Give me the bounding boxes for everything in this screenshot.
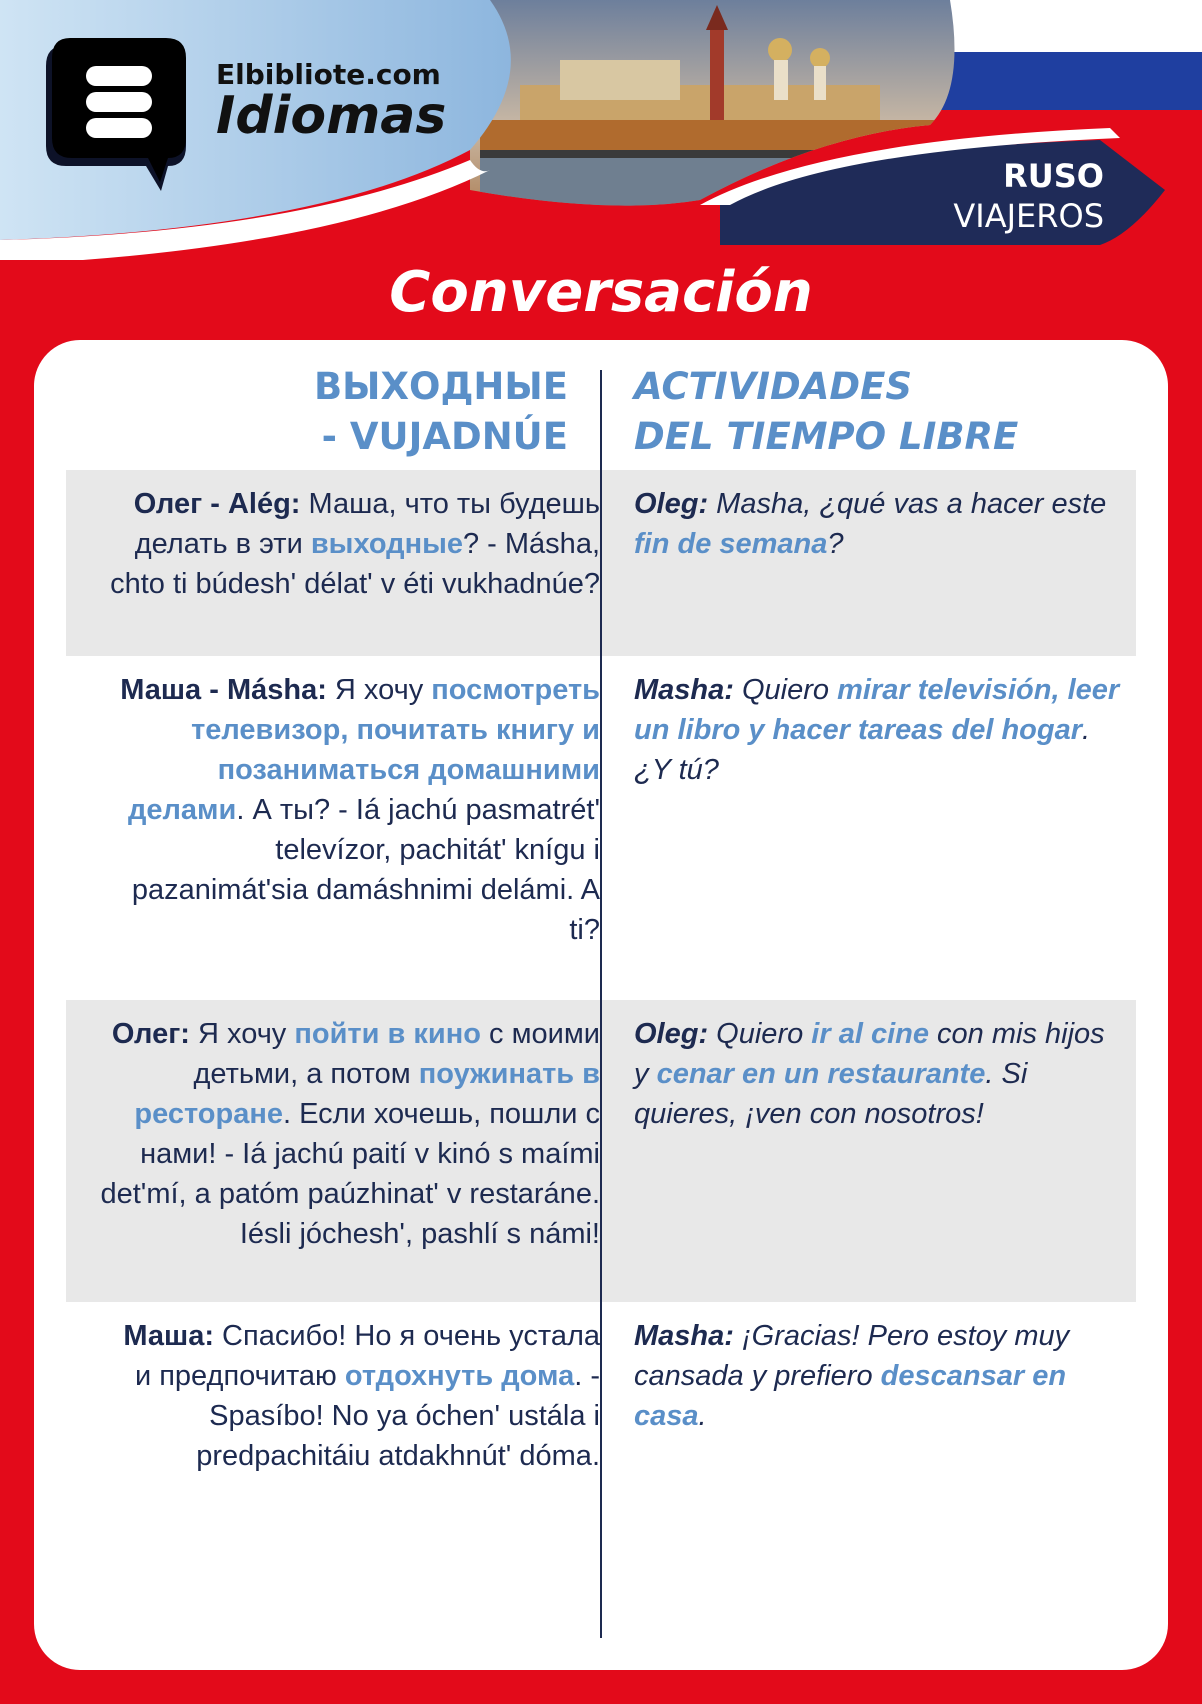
brand-name: Idiomas [216, 86, 447, 146]
russian-line [100, 1316, 600, 1476]
spanish-line [634, 484, 1124, 564]
text: Спасибо! Но я очень устала и предпочитаю [134, 1320, 600, 1392]
text: . - Spasíbo! No ya óchen' ustála i predpachitáiu atdakhnút' dóma. [196, 1360, 600, 1472]
language-label-line1: RUSO [1003, 157, 1104, 195]
speaker-name: Masha: [634, 674, 734, 706]
page-title: Conversación [389, 260, 813, 325]
highlighted-phrase: mirar televisión, leer un libro y hacer tareas del hogar [634, 674, 1120, 746]
speaker-name: Oleg: [634, 488, 709, 520]
spanish-line [634, 670, 1124, 790]
text: с моими детьми, а потом [193, 1018, 600, 1090]
text: Masha, ¿qué vas a hacer este [708, 488, 1107, 520]
spanish-line [634, 1014, 1124, 1134]
speaker-name: Олег: [111, 1018, 190, 1050]
text: . Si quieres, ¡ven con nosotros! [634, 1058, 1028, 1130]
brand [216, 58, 447, 146]
text: Я хочу [326, 674, 432, 706]
text: Я хочу [189, 1018, 295, 1050]
header-banner [0, 0, 1202, 260]
russian-heading-line1: ВЫХОДНЫЕ [313, 365, 568, 408]
highlighted-phrase: отдохнуть дома [344, 1360, 575, 1392]
language-label [953, 156, 1104, 236]
text: Quiero [708, 1018, 812, 1050]
russian-column-heading [314, 362, 568, 462]
russian-line [100, 484, 600, 604]
text: . А ты? - Iá jachú pasmatrét' televízor, pachitát' knígu i pazanimát'sia damáshnimi delámi. A ti? [131, 794, 600, 946]
highlighted-phrase: cenar en un restaurante [656, 1058, 986, 1090]
spanish-heading-line1: ACTIVIDADES [634, 365, 913, 408]
highlighted-phrase: descansar en casa [634, 1360, 1067, 1432]
highlighted-phrase: посмотреть телевизор, почитать книгу и позаниматься домашними делами [127, 674, 600, 826]
spanish-line [634, 1316, 1124, 1436]
text: ¡Gracias! Pero estoy muy cansada y prefiero [634, 1320, 1070, 1392]
russian-line [100, 1014, 600, 1254]
spanish-heading-line2: DEL TIEMPO LIBRE [634, 415, 1019, 458]
text: ? - Másha, chto ti búdesh' délat' v éti vukhadnúe? [110, 528, 600, 600]
highlighted-phrase: поужинать в ресторане [134, 1058, 600, 1130]
text: ? [827, 528, 844, 560]
speaker-name: Oleg: [634, 1018, 709, 1050]
highlighted-phrase: ir al cine [811, 1018, 929, 1050]
language-label-line2: VIAJEROS [953, 197, 1104, 235]
highlighted-phrase: выходные [310, 528, 463, 560]
russian-heading-line2: - VUJADNÚE [321, 415, 568, 458]
text: . [698, 1400, 707, 1432]
russian-line [100, 670, 600, 950]
text: con mis hijos y [634, 1018, 1105, 1090]
conversation-card [34, 340, 1168, 1670]
text: . Если хочешь, пошли с нами! - Iá jachú paití v kinó s maími det'mí, a patóm paúzhinat' v restaráne. Iésli jóchesh', pashlí s námi! [100, 1098, 600, 1250]
speaker-name: Олег - Alég: [133, 488, 301, 520]
brand-site: Elbibliote.com [216, 58, 441, 91]
text: . ¿Y tú? [634, 714, 1091, 786]
text: Quiero [733, 674, 838, 706]
highlighted-phrase: пойти в кино [294, 1018, 481, 1050]
highlighted-phrase: fin de semana [634, 528, 828, 560]
text: Маша, что ты будешь делать в эти [134, 488, 600, 560]
spanish-column-heading [634, 362, 1018, 462]
speaker-name: Маша - Másha: [120, 674, 327, 706]
column-divider [600, 370, 602, 1638]
speaker-name: Маша: [123, 1320, 214, 1352]
speaker-name: Masha: [634, 1320, 734, 1352]
